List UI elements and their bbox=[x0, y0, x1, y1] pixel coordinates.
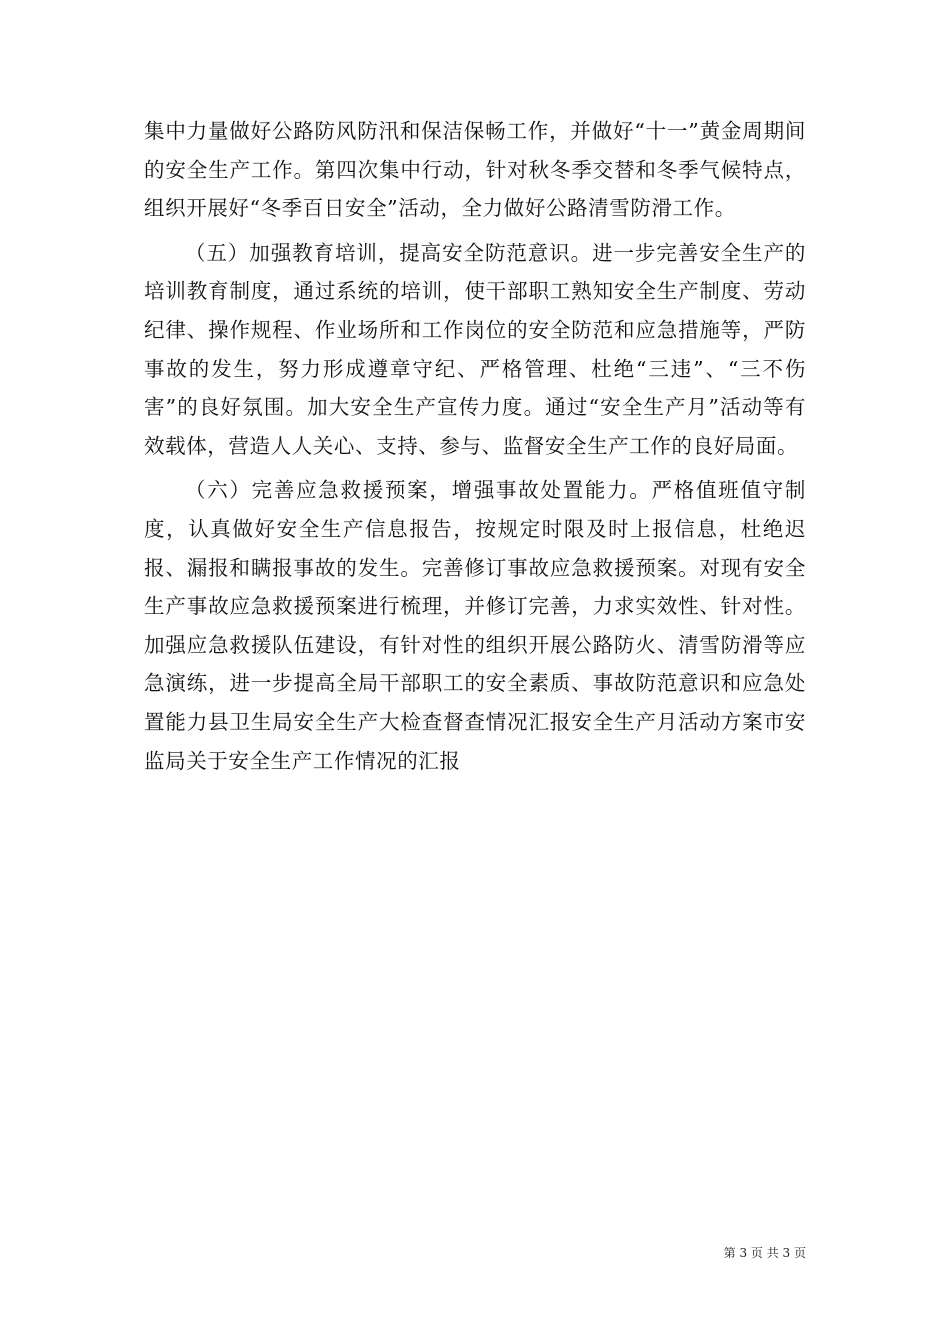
paragraph-emergency-plan: （六）完善应急救援预案，增强事故处置能力。严格值班值守制度，认真做好安全生产信息报告，按规定时限及时上报信息，杜绝迟报、漏报和瞒报事故的发生。完善修订事故应急救援预案。对现有安全生产事故应急救援预案进行梳理，并修订完善，力求实效性、针对性。加强应急救援队伍建设，有针对性的组织开展公路防火、清雪防滑等应急演练，进一步提高全局干部职工的安全素质、事故防范意识和应急处置能力县卫生局安全生产大检查督查情况汇报安全生产月活动方案市安监局关于安全生产工作情况的汇报 bbox=[144, 478, 806, 773]
paragraph-continuation: 集中力量做好公路防风防汛和保洁保畅工作，并做好“十一”黄金周期间的安全生产工作。第四次集中行动，针对秋冬季交替和冬季气候特点，组织开展好“冬季百日安全”活动，全力做好公路清雪防滑工作。 bbox=[144, 119, 806, 221]
page-number-footer: 第 3 页 共 3 页 bbox=[723, 1246, 806, 1260]
document-body bbox=[144, 112, 806, 780]
paragraph-education-training: （五）加强教育培训，提高安全防范意识。进一步完善安全生产的培训教育制度，通过系统的培训，使干部职工熟知安全生产制度、劳动纪律、操作规程、作业场所和工作岗位的安全防范和应急措施等，严防事故的发生，努力形成遵章守纪、严格管理、杜绝“三违”、“三不伤害”的良好氛围。加大安全生产宣传力度。通过“安全生产月”活动等有效载体，营造人人关心、支持、参与、监督安全生产工作的良好局面。 bbox=[144, 240, 806, 458]
